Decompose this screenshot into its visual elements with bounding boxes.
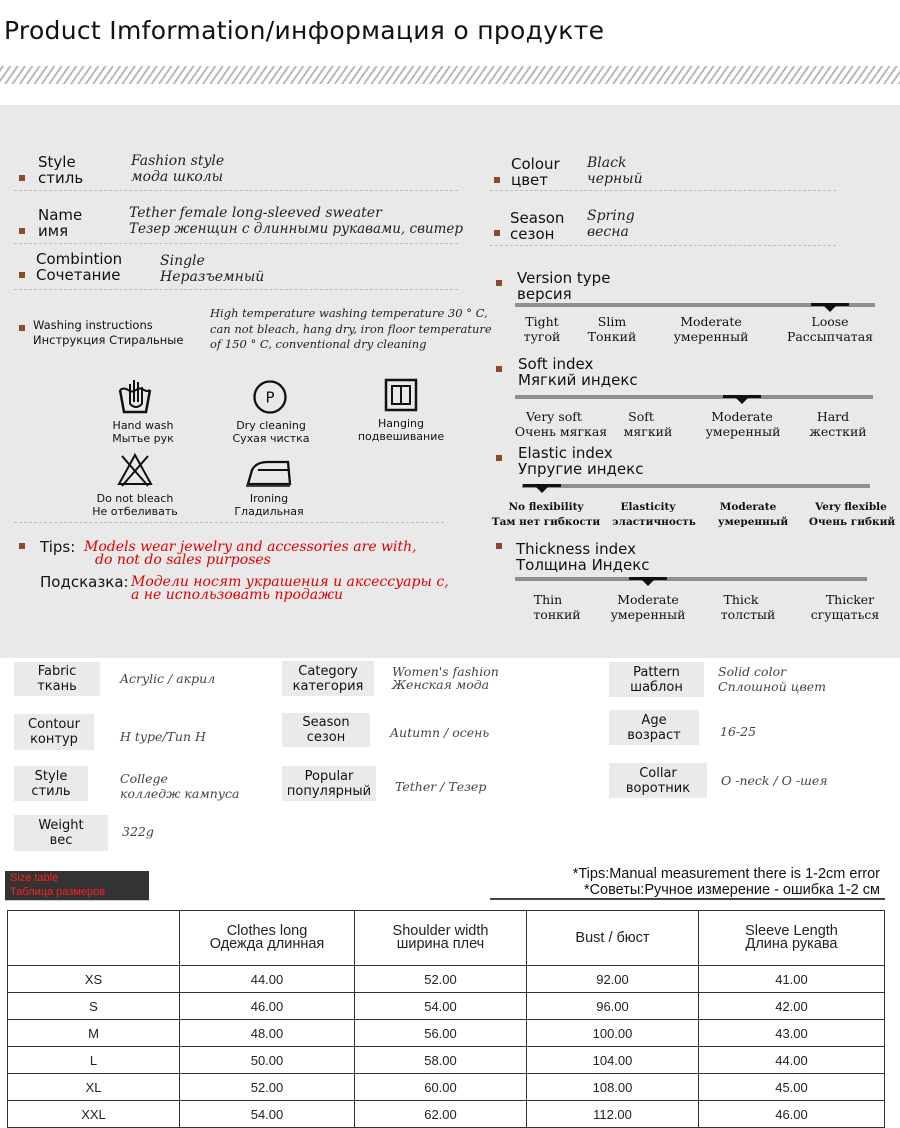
version-option: Slim xyxy=(597,314,627,329)
thickness-option-ru: толстый xyxy=(720,607,776,622)
bullet-icon xyxy=(496,366,502,372)
elastic-pointer-icon xyxy=(523,484,561,487)
pattern-value: Solid color xyxy=(718,664,787,679)
tips-label: Tips: xyxy=(40,538,76,556)
washing-text: High temperature washing temperature 30 ° C, can not bleach, hang dry, iron floor temperature of 150 ° C, conventional dry cleaning xyxy=(210,306,492,351)
dry-cleaning-icon xyxy=(252,379,288,415)
bullet-icon xyxy=(19,175,25,181)
elastic-label: Elastic index xyxy=(518,444,613,462)
elastic-option: Moderate xyxy=(719,501,777,513)
colour-value-ru: черный xyxy=(587,171,643,187)
popular-value: Tether / Тезер xyxy=(395,779,487,794)
colour-label: Colour xyxy=(511,155,560,173)
thickness-pointer-icon xyxy=(629,577,667,580)
table-row: XS 44.00 52.00 92.00 41.00 xyxy=(8,966,885,993)
soft-label: Soft index xyxy=(518,355,594,373)
soft-option: Moderate xyxy=(711,409,773,424)
combination-value: Single xyxy=(160,253,205,269)
thickness-label: Thickness index xyxy=(516,540,636,558)
thickness-option-ru: тонкий xyxy=(533,607,581,622)
version-option: Tight xyxy=(525,314,559,329)
style-attr-label: Style стиль xyxy=(14,766,88,801)
fabric-label: Fabric ткань xyxy=(14,662,100,696)
version-option-ru: Рассыпчатая xyxy=(786,329,874,344)
age-label: Age возраст xyxy=(609,710,699,745)
tips-text: Models wear jewelry and accessories are with, xyxy=(84,539,417,555)
season-attr-value: Autumn / осень xyxy=(390,725,490,740)
elastic-option-ru: эластичность xyxy=(612,516,696,528)
bullet-icon xyxy=(19,543,25,549)
style-label: Style xyxy=(38,153,76,171)
bullet-icon xyxy=(494,230,500,236)
colour-value: Black xyxy=(587,155,627,171)
divider xyxy=(14,190,458,191)
bullet-icon xyxy=(494,177,500,183)
version-label-ru: версия xyxy=(517,285,572,303)
table-header: Shoulder width ширина плеч xyxy=(355,911,527,966)
washing-label-ru: Инструкция Стиральные xyxy=(33,333,184,347)
pattern-value-2: Сплошной цвет xyxy=(718,679,826,694)
do-not-bleach-icon xyxy=(116,452,154,488)
season-label: Season xyxy=(510,209,565,227)
bullet-icon xyxy=(19,272,25,278)
hanging-label: Hanging xyxy=(378,417,424,430)
bullet-icon xyxy=(19,325,25,331)
hand-wash-label: Hand wash xyxy=(112,419,174,432)
do-not-bleach-label: Do not bleach xyxy=(96,492,174,505)
thickness-scale xyxy=(515,577,867,581)
weight-label: Weight вес xyxy=(14,815,108,851)
contour-label: Contour контур xyxy=(14,714,94,750)
hanging-icon xyxy=(384,378,418,412)
table-row: XL 52.00 60.00 108.00 45.00 xyxy=(8,1074,885,1101)
svg-text:P: P xyxy=(265,388,275,407)
elastic-scale xyxy=(522,484,870,488)
bullet-icon xyxy=(496,455,502,461)
colour-label-ru: цвет xyxy=(511,171,549,189)
category-label: Category категория xyxy=(282,661,374,696)
divider xyxy=(490,190,836,191)
table-row: S 46.00 54.00 96.00 42.00 xyxy=(8,993,885,1020)
season-value-ru: весна xyxy=(587,224,629,240)
table-row: L 50.00 58.00 104.00 44.00 xyxy=(8,1047,885,1074)
soft-option-ru: Очень мягкая xyxy=(514,424,608,439)
tips-text-ru-2: а не использовать продажи xyxy=(131,587,344,603)
version-option-ru: тугой xyxy=(523,329,561,344)
version-option-ru: Тонкий xyxy=(587,329,637,344)
combination-label-ru: Сочетание xyxy=(36,266,121,284)
table-row: M 48.00 56.00 100.00 43.00 xyxy=(8,1020,885,1047)
hanging-label-ru: подвешивание xyxy=(357,430,445,443)
thickness-option-ru: сгущаться xyxy=(810,607,880,622)
version-option: Loose xyxy=(811,314,849,329)
divider xyxy=(490,898,885,900)
name-label: Name xyxy=(38,206,83,224)
dry-cleaning-label-ru: Сухая чистка xyxy=(232,432,310,445)
table-header-row xyxy=(8,911,885,966)
elastic-option: Elasticity xyxy=(620,501,676,513)
tips-label-ru: Подсказка: xyxy=(40,573,129,591)
thickness-option: Thicker xyxy=(825,592,875,607)
elastic-option-ru: умеренный xyxy=(717,516,789,528)
hand-wash-icon xyxy=(116,378,154,416)
soft-option: Soft xyxy=(628,409,654,424)
table-header: Sleeve Length Длина рукава xyxy=(699,911,885,966)
combination-value-ru: Неразъемный xyxy=(160,269,265,285)
divider xyxy=(490,245,836,246)
elastic-option-ru: Очень гибкий xyxy=(808,516,896,528)
collar-label: Collar воротник xyxy=(609,763,707,798)
soft-option-ru: мягкий xyxy=(623,424,673,439)
season-label-ru: сезон xyxy=(510,225,555,243)
soft-label-ru: Мягкий индекс xyxy=(518,371,638,389)
name-label-ru: имя xyxy=(38,222,69,240)
tips-text-ru: Модели носят украшения и аксессуары с, xyxy=(131,574,449,590)
table-row: XXL 54.00 62.00 112.00 46.00 xyxy=(8,1101,885,1128)
hand-wash-label-ru: Мытье рук xyxy=(112,432,174,445)
contour-value: H type/Тип H xyxy=(120,729,206,744)
pattern-label: Pattern шаблон xyxy=(609,662,704,697)
table-header xyxy=(8,911,180,966)
do-not-bleach-label-ru: Не отбеливать xyxy=(92,505,178,518)
measurement-note-ru: *Советы:Ручное измерение - ошибка 1-2 см xyxy=(583,882,880,898)
measurement-note: *Tips:Manual measurement there is 1-2cm error xyxy=(572,866,880,882)
bullet-icon xyxy=(496,280,502,286)
divider xyxy=(14,289,458,290)
elastic-label-ru: Упругие индекс xyxy=(518,460,644,478)
bullet-icon xyxy=(496,543,502,549)
thickness-option: Thin xyxy=(533,592,563,607)
version-label: Version type xyxy=(517,269,611,287)
version-option: Moderate xyxy=(680,314,742,329)
season-attr-label: Season сезон xyxy=(282,713,370,747)
table-header: Clothes long Одежда длинная xyxy=(180,911,355,966)
hatched-divider xyxy=(0,66,900,84)
thickness-option-ru: умеренный xyxy=(610,607,686,622)
table-header: Bust / бюст xyxy=(527,911,699,966)
age-value: 16-25 xyxy=(720,724,757,739)
page-title: Product Imformation/информация о продукте xyxy=(4,16,605,45)
weight-value: 322g xyxy=(122,824,154,839)
soft-pointer-icon xyxy=(723,395,761,398)
thickness-option: Thick xyxy=(723,592,759,607)
elastic-option: No flexibility xyxy=(508,501,584,513)
ironing-label-ru: Гладильная xyxy=(234,505,304,518)
style-value: Fashion style xyxy=(131,153,225,169)
elastic-option-ru: Там нет гибкости xyxy=(491,516,601,528)
season-value: Spring xyxy=(587,208,635,224)
style-label-ru: стиль xyxy=(38,169,84,187)
version-option-ru: умеренный xyxy=(673,329,749,344)
name-value: Tether female long-sleeved sweater xyxy=(129,205,382,221)
soft-scale xyxy=(515,395,873,399)
tips-text-2: do not do sales purposes xyxy=(95,552,271,568)
name-value-ru: Тезер женщин с длинными рукавами, свитер xyxy=(129,221,464,237)
divider xyxy=(14,522,444,523)
category-value: Women's fashion xyxy=(392,664,499,679)
elastic-option: Very flexible xyxy=(815,501,887,513)
fabric-value: Acrylic / акрил xyxy=(120,671,216,686)
combination-label: Combintion xyxy=(36,250,123,268)
category-value-2: Женская мода xyxy=(392,677,490,692)
style-value-ru: мода школы xyxy=(131,169,224,185)
dry-cleaning-label: Dry cleaning xyxy=(236,419,306,432)
size-table xyxy=(7,910,885,1128)
soft-option: Hard xyxy=(816,409,850,424)
popular-label: Popular популярный xyxy=(282,766,376,801)
version-pointer-icon xyxy=(811,303,849,306)
collar-value: O -neck / O -шея xyxy=(721,773,828,788)
thickness-label-ru: Толщина Индекс xyxy=(516,556,650,574)
size-table-label: Size table Таблица размеров xyxy=(5,871,149,901)
bullet-icon xyxy=(19,228,25,234)
washing-label: Washing instructions xyxy=(33,318,153,332)
soft-option: Very soft xyxy=(526,409,582,424)
soft-option-ru: жесткий xyxy=(809,424,867,439)
ironing-label: Ironing xyxy=(249,492,289,505)
soft-option-ru: умеренный xyxy=(705,424,781,439)
style-attr-value-2: колледж кампуса xyxy=(120,786,240,801)
ironing-icon xyxy=(244,456,292,488)
thickness-option: Moderate xyxy=(617,592,679,607)
divider xyxy=(14,243,458,244)
style-attr-value: College xyxy=(120,771,168,786)
